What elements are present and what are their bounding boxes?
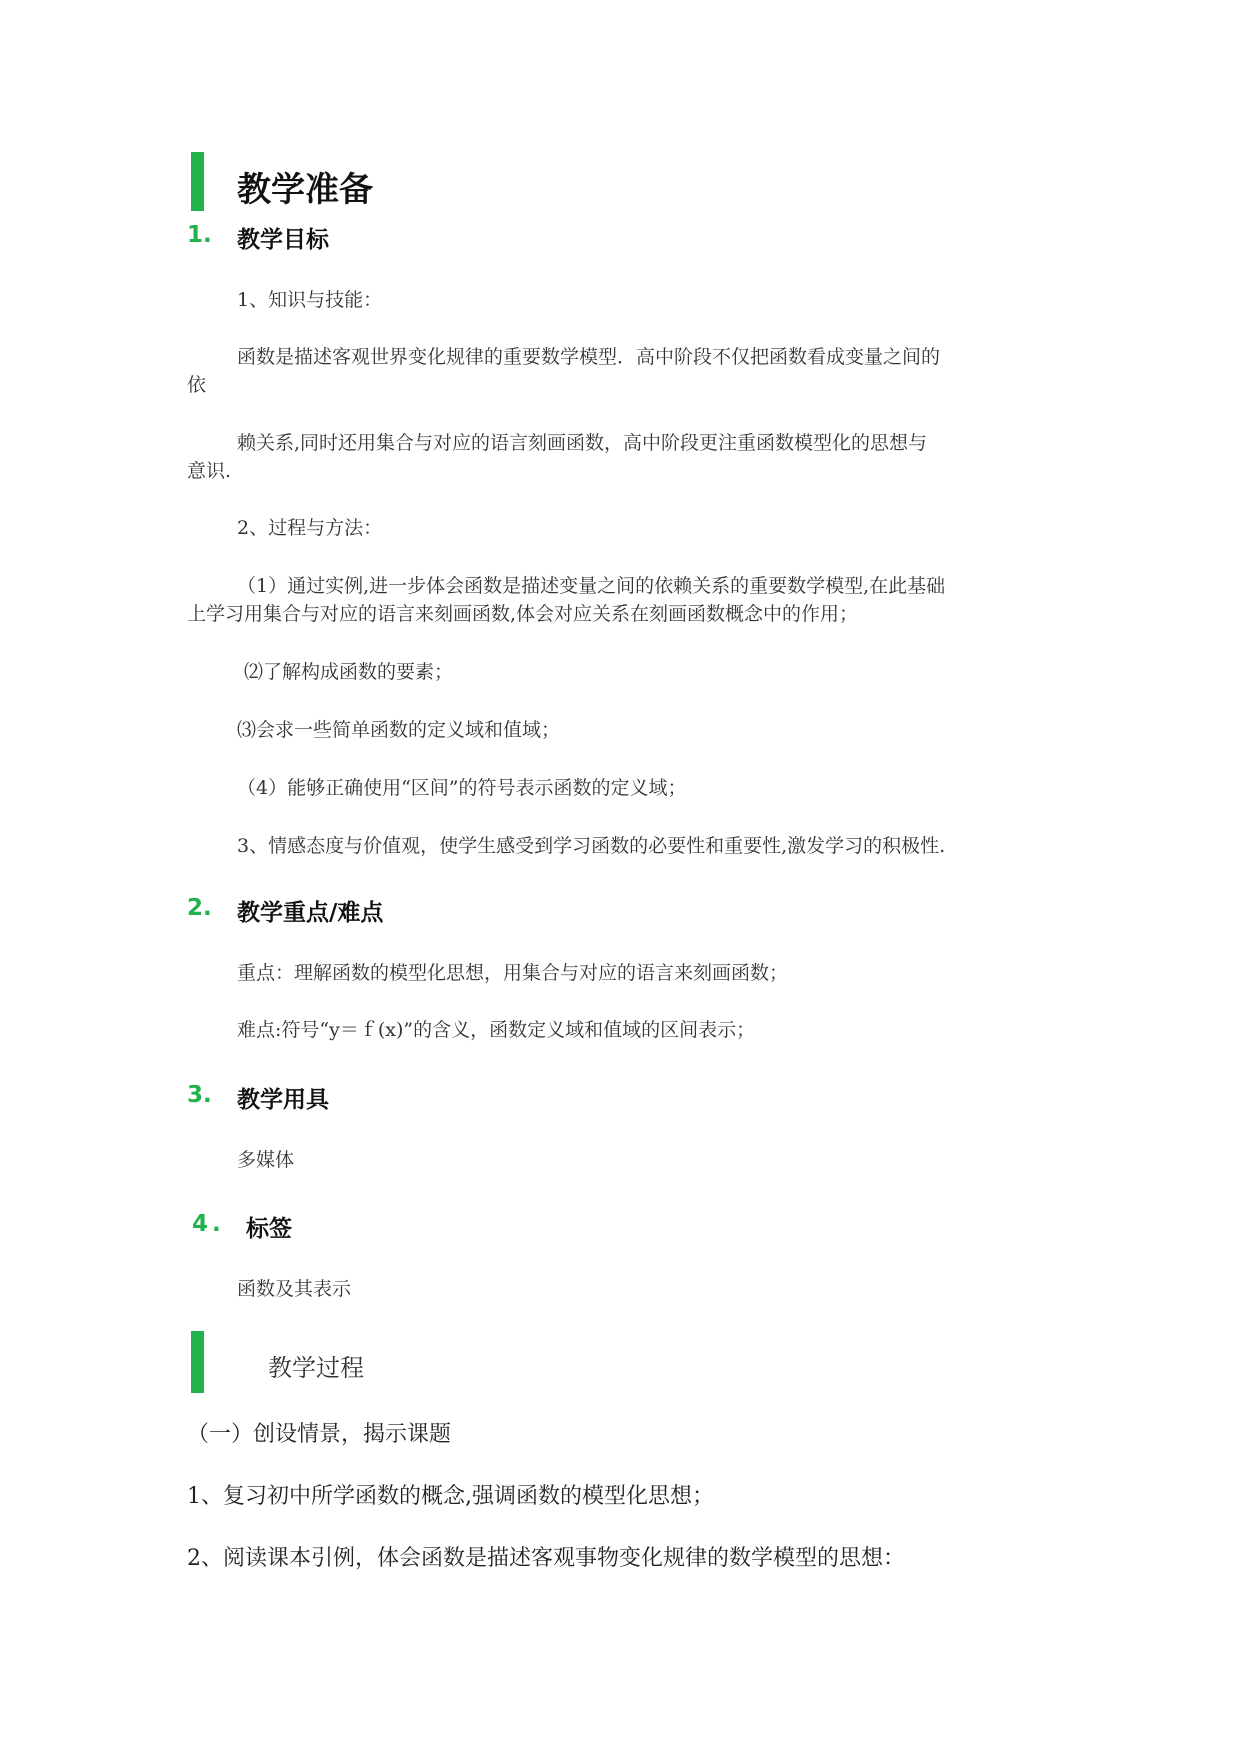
emotion-goal: 3、情感态度与价值观，使学生感受到学习函数的必要性和重要性,激发学习的积极性. <box>237 835 946 857</box>
knowledge-paragraph-2-line-2: 意识. <box>187 460 232 482</box>
item-number-1: 1. <box>187 222 212 248</box>
tags-text: 函数及其表示 <box>237 1278 352 1300</box>
process-heading: 2、过程与方法： <box>237 517 383 539</box>
section-title-prep: 教学准备 <box>237 170 373 210</box>
process-item-3: ⑶会求一些简单函数的定义域和值域； <box>237 719 561 741</box>
item-number-2: 2. <box>187 895 212 921</box>
process-subtitle: （一）创设情景，揭示课题 <box>187 1422 452 1447</box>
item-number-4: 4. <box>192 1211 225 1237</box>
section-title-process: 教学过程 <box>268 1354 364 1382</box>
process-item-1-line-1: （1）通过实例,进一步体会函数是描述变量之间的依赖关系的重要数学模型,在此基础 <box>237 575 946 597</box>
knowledge-heading: 1、知识与技能： <box>237 289 383 311</box>
item-title-tools: 教学用具 <box>237 1087 329 1113</box>
item-title-keypoints: 教学重点/难点 <box>237 900 384 926</box>
item-title-tags: 标签 <box>246 1216 292 1242</box>
keypoint-difficulty: 难点:符号“y＝ｆ(x)”的含义，函数定义域和值域的区间表示； <box>237 1019 756 1041</box>
knowledge-paragraph-1-line-2: 依 <box>187 374 207 396</box>
section-marker-bar-2 <box>191 1331 204 1393</box>
tools-text: 多媒体 <box>237 1149 295 1171</box>
keypoint-focus: 重点：理解函数的模型化思想，用集合与对应的语言来刻画函数； <box>237 962 789 984</box>
process-item-1-line-2: 上学习用集合与对应的语言来刻画函数,体会对应关系在刻画函数概念中的作用； <box>187 603 859 625</box>
section-marker-bar <box>191 152 204 211</box>
process-line-2: 2、阅读课本引例，体会函数是描述客观事物变化规律的数学模型的思想： <box>187 1546 905 1571</box>
process-line-1: 1、复习初中所学函数的概念,强调函数的模型化思想； <box>187 1484 714 1509</box>
process-item-2: ⑵了解构成函数的要素； <box>244 661 454 683</box>
knowledge-paragraph-1-line-1: 函数是描述客观世界变化规律的重要数学模型．高中阶段不仅把函数看成变量之间的 <box>237 346 941 368</box>
process-item-4: （4）能够正确使用“区间”的符号表示函数的定义域； <box>237 777 687 799</box>
item-number-3: 3. <box>187 1082 212 1108</box>
item-title-goals: 教学目标 <box>237 227 329 253</box>
knowledge-paragraph-2-line-1: 赖关系,同时还用集合与对应的语言刻画函数，高中阶段更注重函数模型化的思想与 <box>237 432 928 454</box>
